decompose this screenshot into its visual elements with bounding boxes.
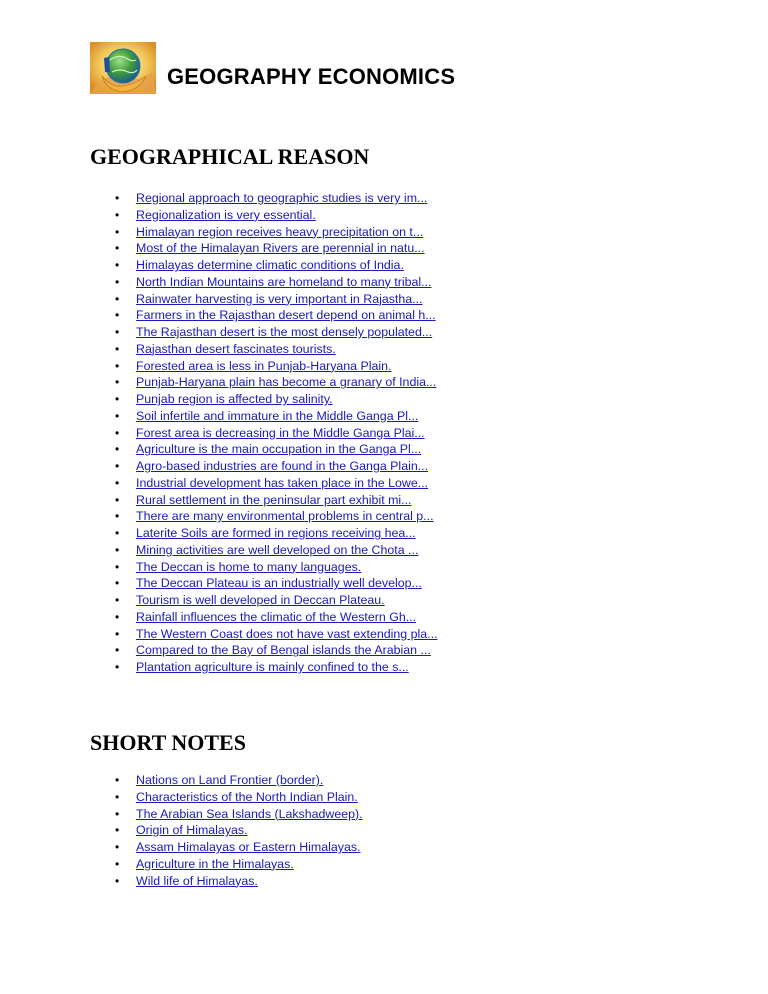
- topic-link[interactable]: Tourism is well developed in Deccan Plateau.: [136, 593, 385, 607]
- topic-link[interactable]: Rural settlement in the peninsular part exhibit mi...: [136, 492, 412, 507]
- bullet-icon: •: [115, 459, 120, 473]
- list-item: [0, 822, 363, 839]
- list-item: [0, 789, 363, 806]
- document-title: GEOGRAPHY ECONOMICS: [167, 64, 456, 89]
- list-item: [0, 609, 437, 626]
- list-item: [0, 458, 437, 475]
- list-item: [0, 391, 437, 408]
- list-item: [0, 291, 437, 308]
- topic-link[interactable]: The Deccan Plateau is an industrially well develop...: [136, 576, 422, 591]
- topic-link[interactable]: Farmers in the Rajasthan desert depend on animal h...: [136, 308, 436, 323]
- omtex-classes-logo-icon: [90, 42, 156, 94]
- list-item: [0, 358, 437, 375]
- topic-link[interactable]: Soil infertile and immature in the Middle Ganga Pl...: [136, 408, 419, 423]
- bullet-icon: •: [115, 773, 120, 787]
- topic-link[interactable]: Mining activities are well developed on the Chota ...: [136, 542, 419, 557]
- list-item: [0, 525, 437, 542]
- list-item: [0, 592, 437, 609]
- bullet-icon: •: [115, 475, 120, 490]
- bullet-icon: •: [115, 291, 120, 306]
- topic-link[interactable]: Rajasthan desert fascinates tourists.: [136, 341, 336, 356]
- bullet-icon: •: [115, 840, 120, 854]
- list-item: [0, 475, 437, 492]
- list-item: [0, 224, 437, 241]
- topic-link[interactable]: Origin of Himalayas.: [136, 823, 248, 838]
- bullet-icon: •: [115, 626, 120, 641]
- list-item: [0, 425, 437, 442]
- bullet-icon: •: [115, 274, 120, 289]
- topic-link[interactable]: Forest area is decreasing in the Middle Ganga Plai...: [136, 425, 425, 440]
- bullet-icon: •: [115, 375, 120, 390]
- short-notes-list: [0, 772, 363, 889]
- topic-link[interactable]: Forested area is less in Punjab-Haryana Plain.: [136, 358, 392, 373]
- geographical-reason-list: [0, 190, 437, 676]
- topic-link[interactable]: Wild life of Himalayas.: [136, 873, 258, 888]
- bullet-icon: •: [115, 823, 120, 838]
- topic-link[interactable]: Assam Himalayas or Eastern Himalayas.: [136, 840, 361, 854]
- bullet-icon: •: [115, 492, 120, 507]
- list-item: [0, 659, 437, 676]
- list-item: [0, 374, 437, 391]
- topic-link[interactable]: Rainwater harvesting is very important in Rajastha...: [136, 291, 423, 306]
- bullet-icon: •: [115, 308, 120, 323]
- list-item: [0, 492, 437, 509]
- bullet-icon: •: [115, 358, 120, 373]
- bullet-icon: •: [115, 856, 120, 871]
- topic-link[interactable]: Characteristics of the North Indian Plain.: [136, 789, 358, 804]
- list-item: [0, 806, 363, 823]
- topic-link[interactable]: Laterite Soils are formed in regions receiving hea...: [136, 526, 416, 540]
- list-item: [0, 559, 437, 576]
- bullet-icon: •: [115, 526, 120, 540]
- topic-link[interactable]: Punjab region is affected by salinity.: [136, 392, 333, 406]
- bullet-icon: •: [115, 392, 120, 406]
- list-item: [0, 856, 363, 873]
- bullet-icon: •: [115, 258, 120, 272]
- bullet-icon: •: [115, 593, 120, 607]
- bullet-icon: •: [115, 224, 120, 239]
- list-item: [0, 508, 437, 525]
- topic-link[interactable]: Punjab-Haryana plain has become a granary of India...: [136, 375, 437, 390]
- section-heading-short-notes: SHORT NOTES: [90, 730, 246, 755]
- list-item: [0, 642, 437, 659]
- bullet-icon: •: [115, 408, 120, 423]
- section-heading-geographical-reason: GEOGRAPHICAL REASON: [90, 144, 370, 169]
- bullet-icon: •: [115, 325, 120, 339]
- topic-link[interactable]: Regionalization is very essential.: [136, 207, 316, 222]
- list-item: [0, 274, 437, 291]
- list-item: [0, 873, 363, 890]
- list-item: [0, 240, 437, 257]
- list-item: [0, 839, 363, 856]
- list-item: [0, 626, 437, 643]
- bullet-icon: •: [115, 542, 120, 557]
- bullet-icon: •: [115, 341, 120, 356]
- topic-link[interactable]: Compared to the Bay of Bengal islands the Arabian ...: [136, 643, 431, 658]
- topic-link[interactable]: Agriculture is the main occupation in the Ganga Pl...: [136, 442, 422, 457]
- bullet-icon: •: [115, 643, 120, 658]
- topic-link[interactable]: The Deccan is home to many languages.: [136, 559, 362, 574]
- bullet-icon: •: [115, 873, 120, 888]
- topic-link[interactable]: Nations on Land Frontier (border).: [136, 773, 324, 787]
- list-item: [0, 341, 437, 358]
- list-item: [0, 307, 437, 324]
- list-item: [0, 190, 437, 207]
- omtex-logo: [90, 42, 156, 94]
- list-item: [0, 324, 437, 341]
- bullet-icon: •: [115, 576, 120, 591]
- list-item: [0, 575, 437, 592]
- bullet-icon: •: [115, 660, 120, 674]
- topic-link[interactable]: Plantation agriculture is mainly confined to the s...: [136, 660, 409, 674]
- bullet-icon: •: [115, 789, 120, 804]
- bullet-icon: •: [115, 191, 120, 205]
- topic-link[interactable]: Industrial development has taken place in the Lowe...: [136, 475, 429, 490]
- topic-link[interactable]: Agriculture in the Himalayas.: [136, 856, 294, 871]
- topic-link[interactable]: North Indian Mountains are homeland to many tribal...: [136, 274, 432, 289]
- list-item: [0, 542, 437, 559]
- topic-link[interactable]: There are many environmental problems in central p...: [136, 509, 434, 524]
- topic-link[interactable]: Himalayan region receives heavy precipitation on t...: [136, 224, 424, 239]
- bullet-icon: •: [115, 425, 120, 440]
- bullet-icon: •: [115, 559, 120, 574]
- bullet-icon: •: [115, 806, 120, 821]
- bullet-icon: •: [115, 509, 120, 524]
- topic-link[interactable]: Most of the Himalayan Rivers are perennial in natu...: [136, 241, 425, 256]
- topic-link[interactable]: Himalayas determine climatic conditions of India.: [136, 258, 404, 272]
- list-item: [0, 772, 363, 789]
- bullet-icon: •: [115, 207, 120, 222]
- list-item: [0, 207, 437, 224]
- topic-link[interactable]: Rainfall influences the climatic of the Western Gh...: [136, 609, 417, 624]
- list-item: [0, 441, 437, 458]
- topic-link[interactable]: The Western Coast does not have vast extending pla...: [136, 626, 438, 641]
- topic-link[interactable]: Regional approach to geographic studies is very im...: [136, 191, 428, 205]
- bullet-icon: •: [115, 609, 120, 624]
- list-item: [0, 257, 437, 274]
- topic-link[interactable]: The Rajasthan desert is the most densely populated...: [136, 325, 433, 339]
- bullet-icon: •: [115, 241, 120, 256]
- topic-link[interactable]: Agro-based industries are found in the Ganga Plain...: [136, 459, 429, 473]
- topic-link[interactable]: The Arabian Sea Islands (Lakshadweep).: [136, 806, 363, 821]
- list-item: [0, 408, 437, 425]
- bullet-icon: •: [115, 442, 120, 457]
